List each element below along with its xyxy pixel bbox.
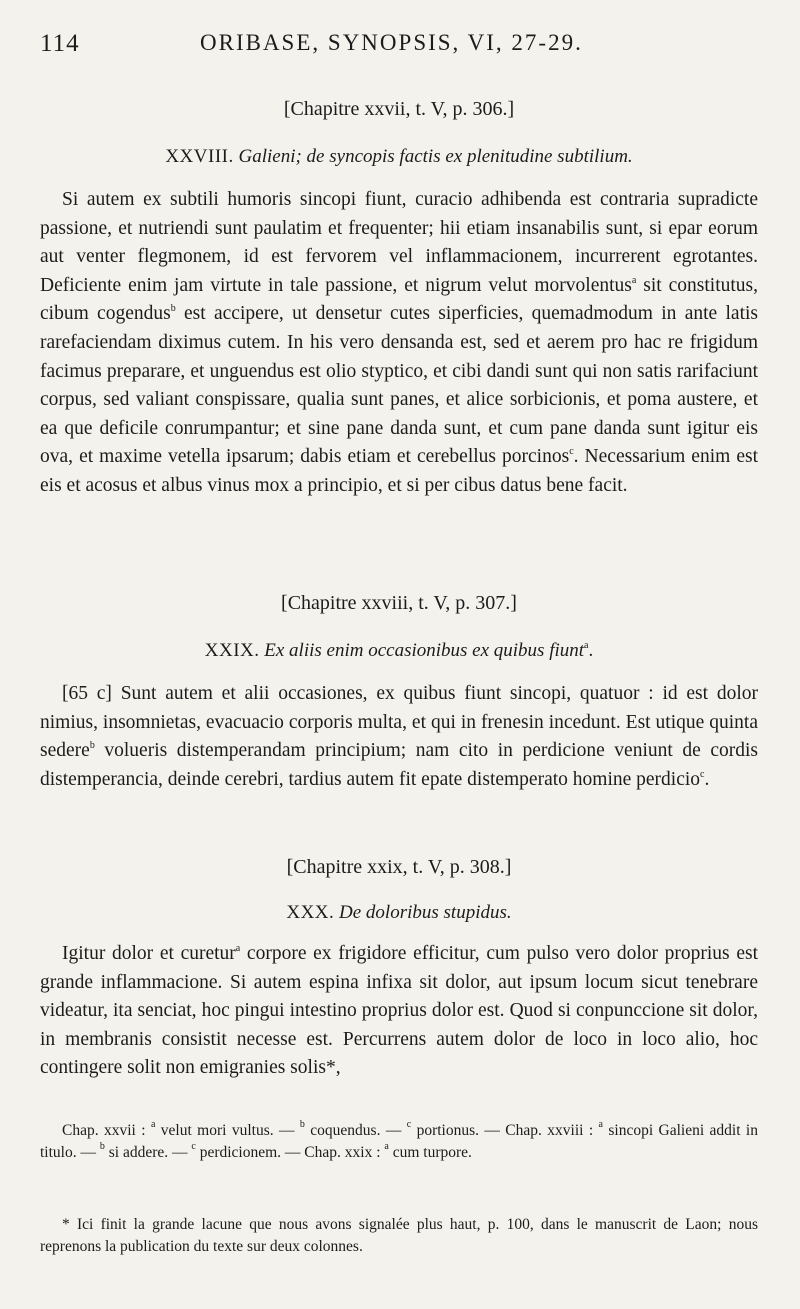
- footnotes: Chap. xxvii : $^a$ velut mori vultus. — $^b$ coquendus. — $^c$ portionus. — Chap. xxviii : $^a$ sincopi Galieni addit in titulo. — $^b$ si addere. — $^c$ perdicionem. — Chap. xxix : $^a$ cum turpore.: [40, 1119, 758, 1161]
- section-title-xxix: XXIX. Ex aliis enim occasionibus ex quibus fiunt$^a$.: [204, 640, 594, 661]
- final-note: * Ici finit la grande lacune que nous avons signalée plus haut, p. 100, dans le manuscrit de Laon; nous reprenons la publication du texte sur deux colonnes.: [40, 1216, 758, 1255]
- section-heading: De doloribus stupidus.: [339, 902, 512, 923]
- paragraph-xxix: [65 c] Sunt autem et alii occasiones, ex quibus fiunt sincopi, quatuor : id est dolor nimius, insomnietas, evacuacio corporis multa, et qui in frenesin incedunt. Est utique quinta sedere$^b$ volueris distemperandam principium; nam cito in perdicione veniunt de cordis distemperancia, deinde cerebri, tardius autem fit epate distemperato homine perdicio$^c$.: [40, 683, 758, 790]
- note-marker: c: [569, 446, 574, 458]
- paragraph-xxx: Igitur dolor et curetur$^a$ corpore ex frigidore efficitur, cum pulso vero dolor proprius est grande inflammacione. Si autem espina infixa sit dolor, aut ipsum locum sicut tenebrare videatur, ita senciat, hoc pingui intestino proprius dolor est. Quod si conpunccione sit dolor, in membranis consistit necesse est. Percurrens autem dolor de loco in loco alio, hoc contingere solit non emigranies solis*,: [40, 943, 758, 1079]
- note-marker: b: [89, 740, 95, 752]
- paragraph-xxviii: Si autem ex subtili humoris sincopi fiunt, curacio adhibenda est contraria supradicte passione, et nutriendi sunt paulatim et frequenter; hii etiam insanabilis sunt, si epar eorum aut venter flegmonem, id est fervorem vel inflammacionem, incurrerent egrotantes. Deficiente enim jam virtute in tale passione, et nigrum velut morvolentus$^a$ sit constitutus, cibum cogendus$^b$ est accipere, ut densetur cutes siperficies, quemadmodum in ante latis rarefaciendam diximus cutem. In his vero densanda est, sed et aerem pro hac re frigidum facimus preparare, et unguendus est olio styptico, et cibi dandi sunt qui non satis rarifaciunt corpus, sed valiant conspissare, qualia sunt panes, et alice sorbicionis, et poma austere, et ea que deficile conrumpantur; et sine pane danda sunt, et cum pane danda sunt igitur eis ova, et maxime vetella ipsarum; dabis etiam et cerebellus porcinos$^c$. Necessarium enim est eis et acosus et albus vinus mox a principio, et si per cibus datus bene facit.: [40, 189, 759, 496]
- chapter-ref-xxvii: [Chapitre xxvii, t. V, p. 306.]: [283, 98, 515, 120]
- note-marker: a: [631, 274, 637, 286]
- note-marker: a: [584, 640, 589, 651]
- section-number: XXX.: [286, 902, 335, 923]
- note-marker: b: [170, 303, 176, 315]
- section-title-xxx: [40, 902, 758, 924]
- note-marker: c: [700, 768, 705, 780]
- chapter-ref-xxix: [Chapitre xxix, t. V, p. 308.]: [286, 856, 512, 878]
- section-heading: Galieni; de syncopis factis ex plenitudine subtilium.: [238, 146, 633, 167]
- section-heading: Ex aliis enim occasionibus ex quibus fiunt: [264, 640, 585, 661]
- section-title-xxviii: [40, 146, 758, 168]
- page-number: 114: [40, 30, 80, 57]
- chapter-ref-xxviii: [Chapitre xxviii, t. V, p. 307.]: [281, 592, 517, 614]
- note-marker: a: [235, 943, 241, 954]
- section-number: XXIX.: [204, 640, 260, 661]
- running-title: ORIBASE, SYNOPSIS, VI, 27-29.: [200, 30, 583, 55]
- running-head: [40, 30, 758, 60]
- section-number: XXVIII.: [165, 146, 234, 167]
